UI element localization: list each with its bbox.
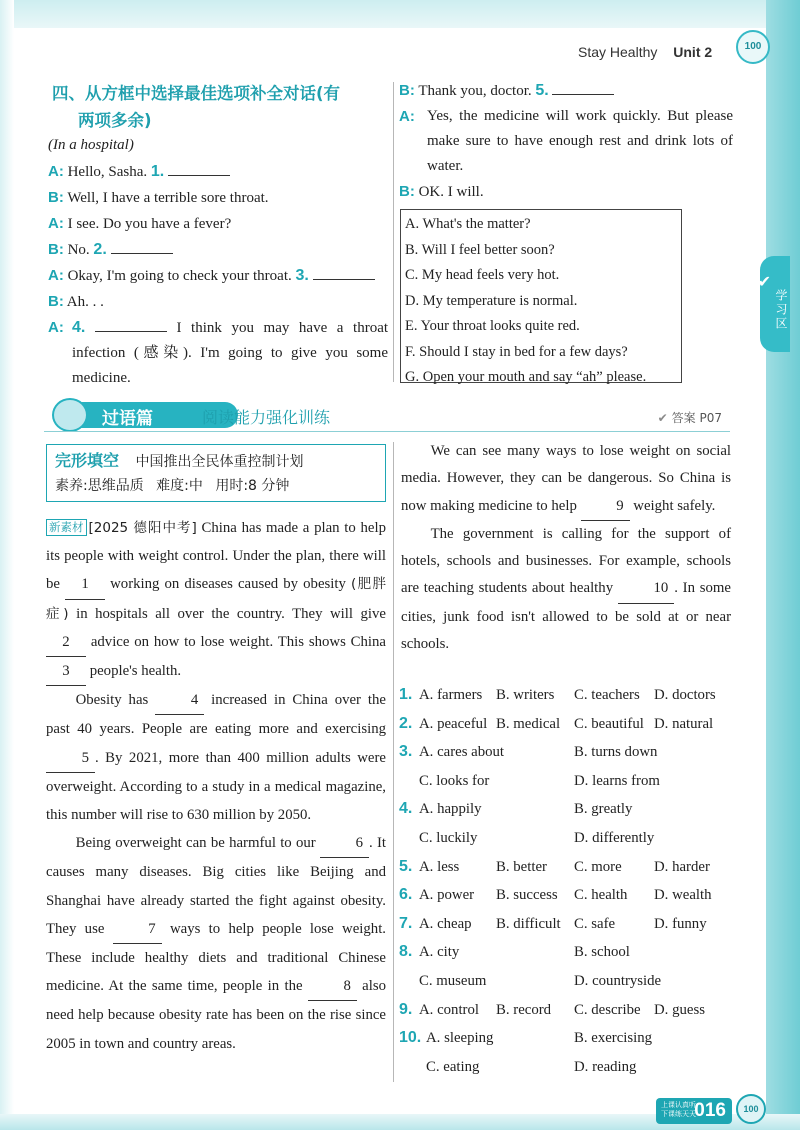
choice-option[interactable]: B. turns down bbox=[574, 744, 658, 761]
cloze-blank[interactable]: 2 bbox=[46, 628, 86, 657]
choice-row bbox=[399, 940, 739, 969]
choice-option[interactable]: D. natural bbox=[654, 715, 714, 732]
dialogue-line bbox=[399, 104, 733, 179]
passage-paragraph bbox=[401, 521, 731, 658]
cloze-blank[interactable]: 7 bbox=[113, 915, 162, 944]
speaker-label: B: bbox=[399, 183, 415, 200]
choice-option[interactable]: B. better bbox=[496, 858, 547, 875]
passage-text: in hospitals all over the country. They will give bbox=[76, 605, 386, 622]
answer-blank[interactable] bbox=[168, 162, 230, 176]
dialogue-line bbox=[399, 78, 733, 104]
choice-row bbox=[399, 1055, 739, 1084]
choice-option[interactable]: C. looks for bbox=[419, 772, 490, 789]
choice-option[interactable]: A. peaceful bbox=[419, 715, 488, 732]
choice-row bbox=[399, 797, 739, 826]
header-unit: Unit 2 bbox=[673, 44, 713, 60]
footer-logo bbox=[736, 1094, 766, 1124]
choice-option[interactable]: C. beautiful bbox=[574, 715, 644, 732]
choice-option[interactable]: D. differently bbox=[574, 829, 655, 846]
speaker-label: A: bbox=[48, 319, 64, 336]
option-e[interactable]: E. Your throat looks quite red. bbox=[405, 318, 580, 334]
side-tab-label: 学习区 bbox=[774, 289, 788, 331]
section-title bbox=[52, 80, 392, 134]
choice-row bbox=[399, 998, 739, 1027]
choice-option[interactable]: A. power bbox=[419, 887, 475, 904]
dialogue-text: Thank you, doctor. bbox=[418, 83, 532, 99]
dialogue-line bbox=[48, 159, 388, 185]
page-header bbox=[578, 44, 712, 60]
dialogue-left bbox=[48, 133, 388, 391]
passage-paragraph bbox=[46, 829, 386, 1058]
cloze-blank[interactable]: 5 bbox=[46, 744, 95, 773]
cloze-blank[interactable]: 8 bbox=[308, 972, 357, 1001]
dialogue-text: Well, I have a terrible sore throat. bbox=[67, 190, 269, 206]
question-number: 4. bbox=[399, 800, 413, 818]
choice-option[interactable]: C. health bbox=[574, 887, 628, 904]
footer-slogan: 上课认真听 下课练天天 bbox=[661, 1102, 696, 1118]
logo-text: 100 bbox=[744, 41, 762, 52]
cloze-blank[interactable]: 6 bbox=[320, 829, 369, 858]
question-number: 2. bbox=[399, 714, 413, 732]
passage-text: advice on how to lose weight. This shows China bbox=[90, 633, 386, 650]
page-number: 016 bbox=[694, 1100, 726, 1121]
passage-text: . It causes many diseases. Big cities like Beijing and Shanghai have already started the fight against obesity. They use bbox=[46, 835, 387, 937]
header-title: Stay Healthy bbox=[578, 44, 658, 60]
passage-right-column bbox=[401, 438, 731, 658]
new-material-tag: 新素材 bbox=[46, 519, 87, 536]
question-number: 1. bbox=[399, 686, 413, 703]
blank-number: 5. bbox=[535, 82, 549, 99]
speaker-label: A: bbox=[48, 267, 64, 284]
choice-option[interactable]: B. school bbox=[574, 944, 630, 961]
dialogue-line bbox=[48, 289, 388, 315]
choice-row bbox=[399, 826, 739, 855]
dialogue-line bbox=[48, 263, 388, 289]
column-divider-top bbox=[393, 82, 394, 382]
passage-paragraph bbox=[46, 514, 386, 686]
dialogue-line bbox=[48, 185, 388, 211]
dialogue-text: Hello, Sasha. bbox=[67, 164, 148, 180]
dialogue-text: Okay, I'm going to check your throat. bbox=[67, 268, 292, 284]
choice-option[interactable]: C. describe bbox=[574, 1001, 641, 1018]
exercise-type: 完形填空 bbox=[55, 451, 120, 470]
mascot-icon bbox=[52, 398, 88, 432]
choice-option[interactable]: D. learns from bbox=[574, 772, 660, 789]
speaker-label: B: bbox=[48, 189, 64, 206]
right-decorative-band bbox=[766, 0, 800, 1130]
blank-number: 1. bbox=[150, 163, 165, 180]
choice-option[interactable]: A. happily bbox=[419, 801, 482, 818]
dialogue-text: OK. I will. bbox=[418, 184, 484, 200]
choice-option[interactable]: C. safe bbox=[574, 915, 616, 932]
dialogue-line bbox=[48, 237, 388, 263]
choice-option[interactable]: B. difficult bbox=[496, 915, 561, 932]
page-number-badge bbox=[656, 1098, 732, 1124]
choice-option[interactable]: A. cheap bbox=[419, 915, 472, 932]
passage-text: Obesity has bbox=[75, 692, 149, 709]
blank-number: 4. bbox=[72, 319, 86, 336]
banner-underline bbox=[44, 431, 730, 432]
passage-text: . By 2021, more than 400 million adults were overweight. According to a study in a medical magazine, this number will rise to 630 million by 2050. bbox=[46, 749, 386, 824]
choice-option[interactable]: D. doctors bbox=[654, 687, 716, 703]
passage-text: also need help because obesity rate has been on the rise since 2005 in town and country areas. bbox=[46, 978, 387, 1052]
answer-blank[interactable] bbox=[313, 266, 375, 280]
choice-option[interactable]: A. control bbox=[419, 1001, 479, 1018]
dialogue-text: Ah. . . bbox=[66, 294, 104, 310]
banner-subtitle: 阅读能力强化训练 bbox=[202, 408, 331, 427]
info-row-1 bbox=[55, 449, 377, 474]
cloze-blank[interactable]: 3 bbox=[46, 657, 86, 686]
literacy-label: 素养:思维品质 bbox=[55, 478, 144, 494]
passage-text: increased in China over the past 40 years. People are eating more and exercising bbox=[46, 692, 386, 738]
section-title-line2: 两项多余) bbox=[78, 111, 152, 130]
question-number: 9. bbox=[399, 1000, 413, 1018]
checkmark-icon: ✔ bbox=[657, 411, 668, 425]
answer-blank[interactable] bbox=[552, 81, 614, 95]
passage-text: working on diseases caused by obesity bbox=[110, 576, 346, 593]
footer-logo-text: 100 bbox=[743, 1104, 759, 1114]
passage-text: We can see many ways to lose weight on social media. However, they can be dangerous. So China is now making medicine to help bbox=[401, 443, 731, 514]
choice-option[interactable]: D. funny bbox=[654, 915, 707, 932]
dialogue-text: I think you may have a throat infection (感染). I'm going to give you some medicine. bbox=[72, 320, 389, 386]
passage-text: ways to help people lose weight. These include healthy diets and traditional Chinese medicine. At the same time, people in the bbox=[46, 920, 386, 995]
passage-text: people's health. bbox=[89, 663, 182, 680]
side-tab-study-zone[interactable] bbox=[757, 256, 790, 352]
choice-option[interactable]: C. museum bbox=[419, 972, 487, 989]
check-icon: ✔ bbox=[757, 272, 773, 291]
speaker-label: A: bbox=[48, 215, 64, 232]
choice-row bbox=[399, 683, 739, 712]
option-b[interactable]: B. Will I feel better soon? bbox=[405, 241, 555, 258]
choice-option[interactable]: D. wealth bbox=[654, 887, 712, 904]
dialogue-right bbox=[399, 78, 733, 205]
choice-option[interactable]: A. less bbox=[419, 858, 460, 875]
choice-option[interactable]: C. teachers bbox=[574, 687, 640, 703]
choice-option[interactable]: C. luckily bbox=[419, 829, 478, 846]
choice-row bbox=[399, 883, 739, 912]
dialogue-line bbox=[48, 315, 388, 391]
info-row-2 bbox=[55, 474, 377, 498]
speaker-label: B: bbox=[399, 82, 415, 99]
exercise-info-box bbox=[46, 444, 386, 502]
top-decorative-band bbox=[0, 0, 800, 28]
choice-option[interactable]: B. greatly bbox=[574, 801, 633, 818]
option-c[interactable]: C. My head feels very hot. bbox=[405, 267, 560, 283]
choice-option[interactable]: C. more bbox=[574, 858, 622, 875]
speaker-label: A: bbox=[48, 163, 64, 180]
speaker-label: B: bbox=[48, 293, 64, 310]
answer-blank[interactable] bbox=[111, 240, 173, 254]
speaker-label: A: bbox=[399, 108, 415, 125]
options-box bbox=[400, 209, 682, 383]
passage-text: . In some cities, junk food isn't allowed to be sold at or near schools. bbox=[401, 580, 731, 653]
choice-option[interactable]: B. exercising bbox=[574, 1030, 653, 1047]
passage-text: weight safely. bbox=[633, 497, 716, 514]
choice-row bbox=[399, 855, 739, 884]
passage-text: The government is calling for the support of hotels, schools and businesses. For example, schools are teaching students about healthy bbox=[401, 525, 731, 597]
left-decorative-edge bbox=[0, 0, 14, 1130]
dialogue-text: I see. Do you have a fever? bbox=[67, 216, 232, 232]
choice-option[interactable]: B. record bbox=[496, 1001, 552, 1018]
question-number: 6. bbox=[399, 886, 413, 904]
choice-option[interactable]: A. city bbox=[419, 944, 460, 961]
choice-option[interactable]: C. eating bbox=[426, 1058, 480, 1075]
passage-left-column bbox=[46, 514, 386, 1058]
dialogue-setting: (In a hospital) bbox=[48, 137, 134, 153]
exercise-topic: 中国推出全民体重控制计划 bbox=[135, 454, 304, 470]
section-title-line1: 四、从方框中选择最佳选项补全对话(有 bbox=[52, 84, 341, 103]
question-number: 8. bbox=[399, 943, 413, 961]
answer-reference[interactable] bbox=[658, 409, 722, 426]
choice-option[interactable]: A. sleeping bbox=[426, 1030, 494, 1047]
blank-number: 2. bbox=[93, 241, 107, 258]
banner-title: 过语篇 bbox=[102, 409, 153, 429]
reading-section-banner bbox=[44, 398, 730, 434]
choice-option[interactable]: D. harder bbox=[654, 858, 710, 875]
choice-option[interactable]: A. cares about bbox=[419, 744, 505, 761]
choice-row bbox=[399, 912, 739, 941]
passage-text: Being overweight can be harmful to our bbox=[75, 835, 316, 852]
cloze-blank[interactable]: 1 bbox=[65, 570, 105, 599]
cloze-blank[interactable]: 9 bbox=[581, 493, 630, 521]
cloze-blank[interactable]: 10 bbox=[618, 575, 674, 603]
choice-row bbox=[399, 712, 739, 741]
choice-row bbox=[399, 740, 739, 769]
option-f[interactable]: F. Should I stay in bed for a few days? bbox=[405, 343, 628, 360]
column-divider-bottom bbox=[393, 442, 394, 1082]
blank-number: 3. bbox=[295, 267, 309, 284]
choice-row bbox=[399, 769, 739, 798]
choices-list bbox=[399, 683, 739, 1083]
choice-option[interactable]: D. countryside bbox=[574, 972, 662, 989]
answer-blank[interactable] bbox=[95, 318, 167, 332]
passage-paragraph bbox=[46, 686, 386, 829]
choice-option[interactable]: A. farmers bbox=[419, 687, 483, 703]
choice-option[interactable]: D. guess bbox=[654, 1001, 705, 1018]
question-number: 3. bbox=[399, 743, 413, 761]
dialogue-line bbox=[48, 211, 388, 237]
question-number: 5. bbox=[399, 857, 413, 875]
choice-row bbox=[399, 1026, 739, 1055]
answer-reference-text: 答案 P07 bbox=[671, 411, 722, 425]
option-a[interactable]: A. What's the matter? bbox=[405, 216, 531, 232]
option-d[interactable]: D. My temperature is normal. bbox=[405, 292, 578, 309]
speaker-label: B: bbox=[48, 241, 64, 258]
passage-source: [2025 德阳中考] bbox=[88, 520, 197, 536]
brand-logo bbox=[736, 30, 770, 64]
passage-paragraph bbox=[401, 438, 731, 521]
choice-option[interactable]: B. writers bbox=[496, 687, 555, 703]
choice-option[interactable]: B. success bbox=[496, 887, 558, 904]
question-number: 7. bbox=[399, 914, 413, 932]
dialogue-text: No. bbox=[67, 242, 90, 258]
dialogue-line bbox=[399, 179, 733, 205]
passage-text: China has made a plan to help its people with weight control. Under the plan, there will be bbox=[46, 520, 386, 593]
cloze-blank[interactable]: 4 bbox=[155, 686, 204, 715]
question-number: 10. bbox=[399, 1029, 422, 1047]
difficulty-label: 难度:中 bbox=[156, 478, 203, 494]
time-label: 用时:8 分钟 bbox=[215, 478, 290, 494]
choice-option[interactable]: D. reading bbox=[574, 1058, 637, 1075]
dialogue-text: Yes, the medicine will work quickly. But please make sure to have enough rest and drink lots of water. bbox=[427, 108, 733, 174]
choice-row bbox=[399, 969, 739, 998]
option-g[interactable]: G. Open your mouth and say “ah” please. bbox=[405, 369, 647, 385]
passage-text-cn: (肥胖症) bbox=[46, 576, 386, 622]
choice-option[interactable]: B. medical bbox=[496, 715, 561, 732]
